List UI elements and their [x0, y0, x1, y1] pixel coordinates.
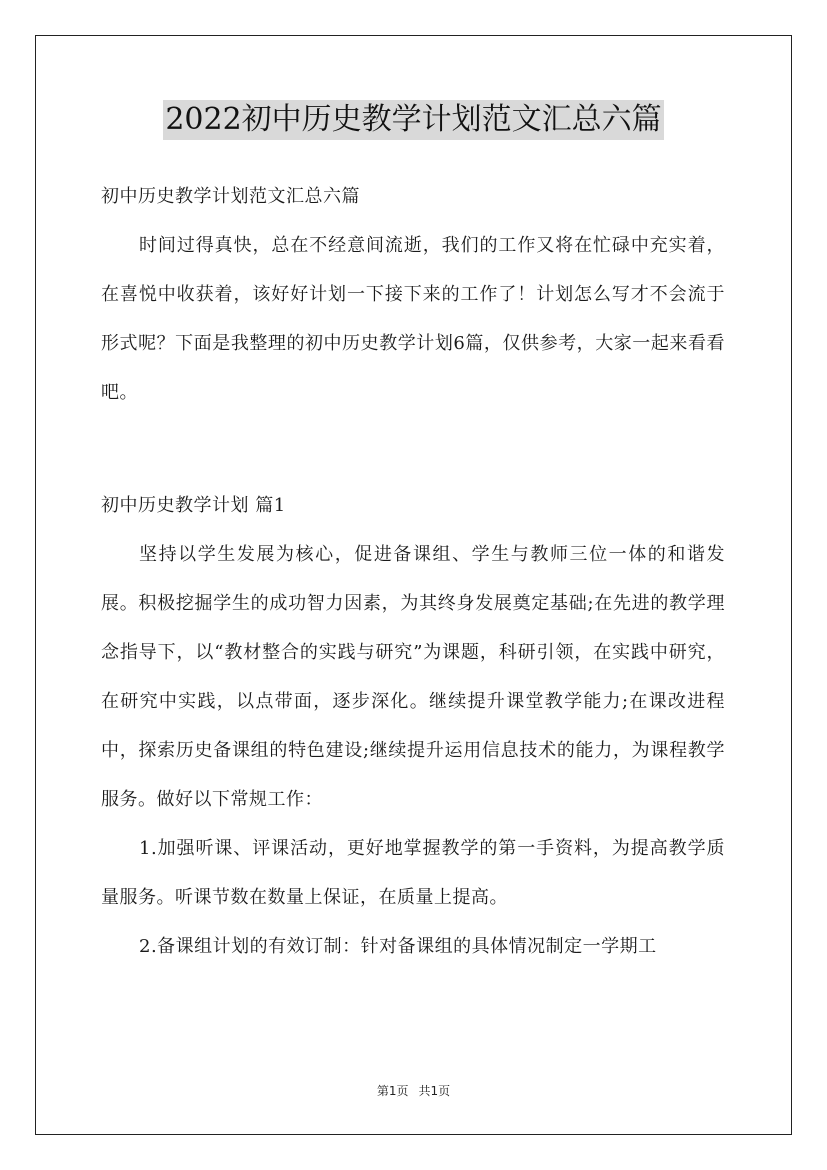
page-footer [0, 1082, 827, 1099]
title-container [0, 100, 827, 140]
section-heading: 初中历史教学计划 篇1 [101, 495, 286, 516]
document-subtitle: 初中历史教学计划范文汇总六篇 [101, 186, 360, 207]
list-item-1: 1.加强听课、评课活动，更好地掌握教学的第一手资料，为提高教学质量服务。听课节数在数量上保证，在质量上提高。 [101, 838, 725, 908]
page-number-total: 共1页 [418, 1084, 451, 1098]
section-paragraph: 坚持以学生发展为核心，促进备课组、学生与教师三位一体的和谐发展。积极挖掘学生的成功智力因素，为其终身发展奠定基础;在先进的教学理念指导下，以“教材整合的实践与研究”为课题，科研引领，在实践中研究，在研究中实践，以点带面，逐步深化。继续提升课堂教学能力;在课改进程中，探索历史备课组的特色建设;继续提升运用信息技术的能力，为课程教学服务。做好以下常规工作： [101, 544, 725, 810]
document-title: 2022初中历史教学计划范文汇总六篇 [163, 100, 663, 140]
section-spacer [101, 417, 725, 481]
list-item-2: 2.备课组计划的有效订制：针对备课组的具体情况制定一学期工 [139, 936, 657, 957]
intro-paragraph: 时间过得真快，总在不经意间流逝，我们的工作又将在忙碌中充实着，在喜悦中收获着，该好好计划一下接下来的工作了！计划怎么写才不会流于形式呢？下面是我整理的初中历史教学计划6篇，仅供参考，大家一起来看看吧。 [101, 235, 725, 403]
page-number-current: 第1页 [376, 1084, 409, 1098]
document-body [101, 172, 725, 971]
